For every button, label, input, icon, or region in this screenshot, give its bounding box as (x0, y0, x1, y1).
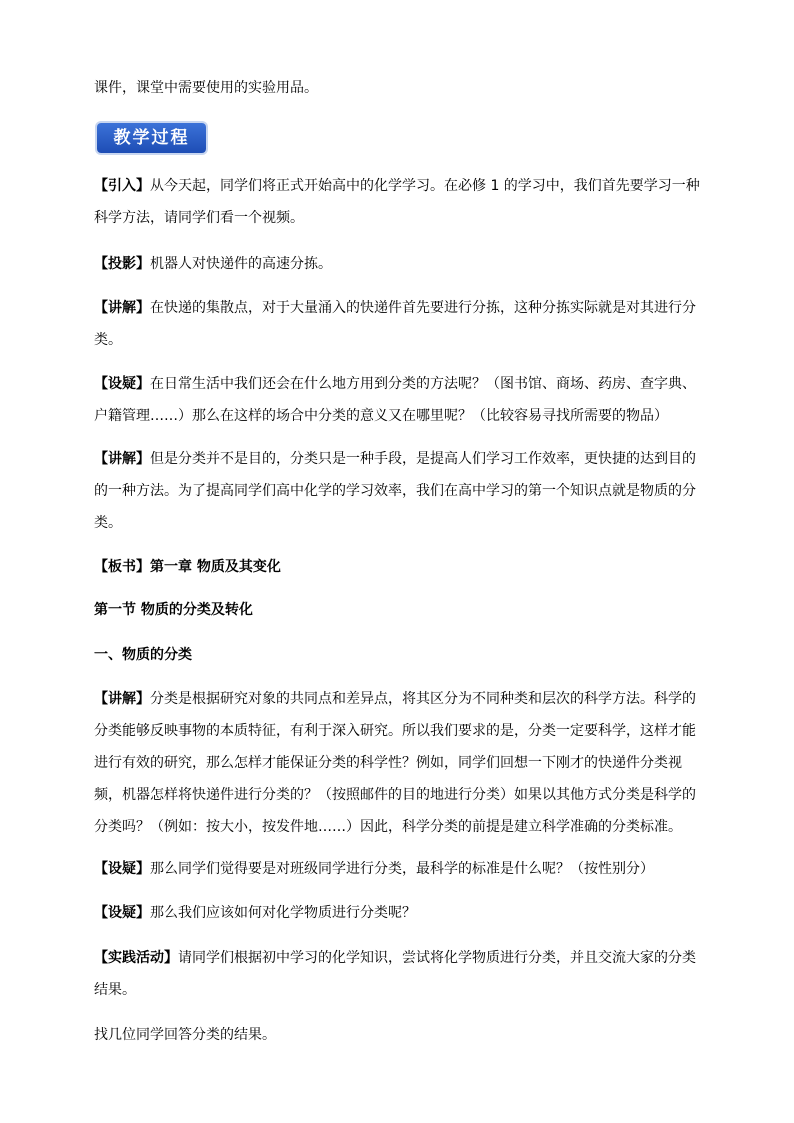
paragraph-text: 在日常生活中我们还会在什么地方用到分类的方法呢？（图书馆、商场、药房、查字典、户籍管理……）那么在这样的场合中分类的意义又在哪里呢？（比较容易寻找所需要的物品） (94, 376, 696, 424)
tag-label: 【板书】 (94, 559, 150, 575)
paragraph-text: 但是分类并不是目的，分类只是一种手段，是提高人们学习工作效率，更快捷的达到目的的一种方法。为了提高同学们高中化学的学习效率，我们在高中学习的第一个知识点就是物质的分类。 (94, 451, 696, 531)
paragraph-intro: 课件，课堂中需要使用的实验用品。 (94, 80, 318, 96)
section-title: 第一节 物质的分类及转化 (94, 602, 253, 618)
paragraph-projection (94, 248, 704, 280)
paragraph-question-1 (94, 368, 704, 432)
paragraph-text: 请同学们根据初中学习的化学知识，尝试将化学物质进行分类，并且交流大家的分类结果。 (94, 950, 696, 998)
subsection-title: 一、物质的分类 (94, 647, 192, 663)
paragraph-text: 那么我们应该如何对化学物质进行分类呢？ (150, 905, 416, 921)
tag-label: 【设疑】 (94, 376, 150, 392)
paragraph-explanation-3 (94, 683, 704, 843)
tag-label: 【实践活动】 (94, 950, 178, 966)
chapter-title: 第一章 物质及其变化 (150, 559, 281, 575)
tag-label: 【引入】 (94, 178, 150, 194)
tag-label: 【设疑】 (94, 905, 150, 921)
section-banner: 教学过程 (97, 123, 206, 153)
paragraph-explanation-2 (94, 443, 704, 539)
paragraph-explanation-1 (94, 292, 704, 356)
tag-label: 【设疑】 (94, 861, 150, 877)
tag-label: 【讲解】 (94, 300, 150, 316)
paragraph-text: 机器人对快递件的高速分拣。 (150, 256, 332, 272)
tag-label: 【投影】 (94, 256, 150, 272)
paragraph-text: 在快递的集散点，对于大量涌入的快递件首先要进行分拣，这种分拣实际就是对其进行分类。 (94, 300, 696, 348)
paragraph-closing: 找几位同学回答分类的结果。 (94, 1027, 276, 1043)
paragraph-board (94, 551, 704, 583)
paragraph-text: 分类是根据研究对象的共同点和差异点，将其区分为不同种类和层次的科学方法。科学的分类能够反映事物的本质特征，有利于深入研究。所以我们要求的是，分类一定要科学，这样才能进行有效的研究，那么怎样才能保证分类的科学性？例如，同学们回想一下刚才的快递件分类视频，机器怎样将快递件进行分类的？（按照邮件的目的地进行分类）如果以其他方式分类是科学的分类吗？（例如：按大小，按发件地……）因此，科学分类的前提是建立科学准确的分类标准。 (94, 691, 696, 835)
paragraph-introduction (94, 170, 704, 234)
paragraph-text: 从今天起，同学们将正式开始高中的化学学习。在必修 1 的学习中，我们首先要学习一种科学方法，请同学们看一个视频。 (94, 178, 700, 226)
paragraph-question-3 (94, 897, 704, 929)
paragraph-question-2 (94, 853, 704, 885)
paragraph-activity (94, 942, 704, 1006)
paragraph-text: 那么同学们觉得要是对班级同学进行分类，最科学的标准是什么呢？（按性别分） (150, 861, 654, 877)
tag-label: 【讲解】 (94, 451, 150, 467)
tag-label: 【讲解】 (94, 691, 150, 707)
